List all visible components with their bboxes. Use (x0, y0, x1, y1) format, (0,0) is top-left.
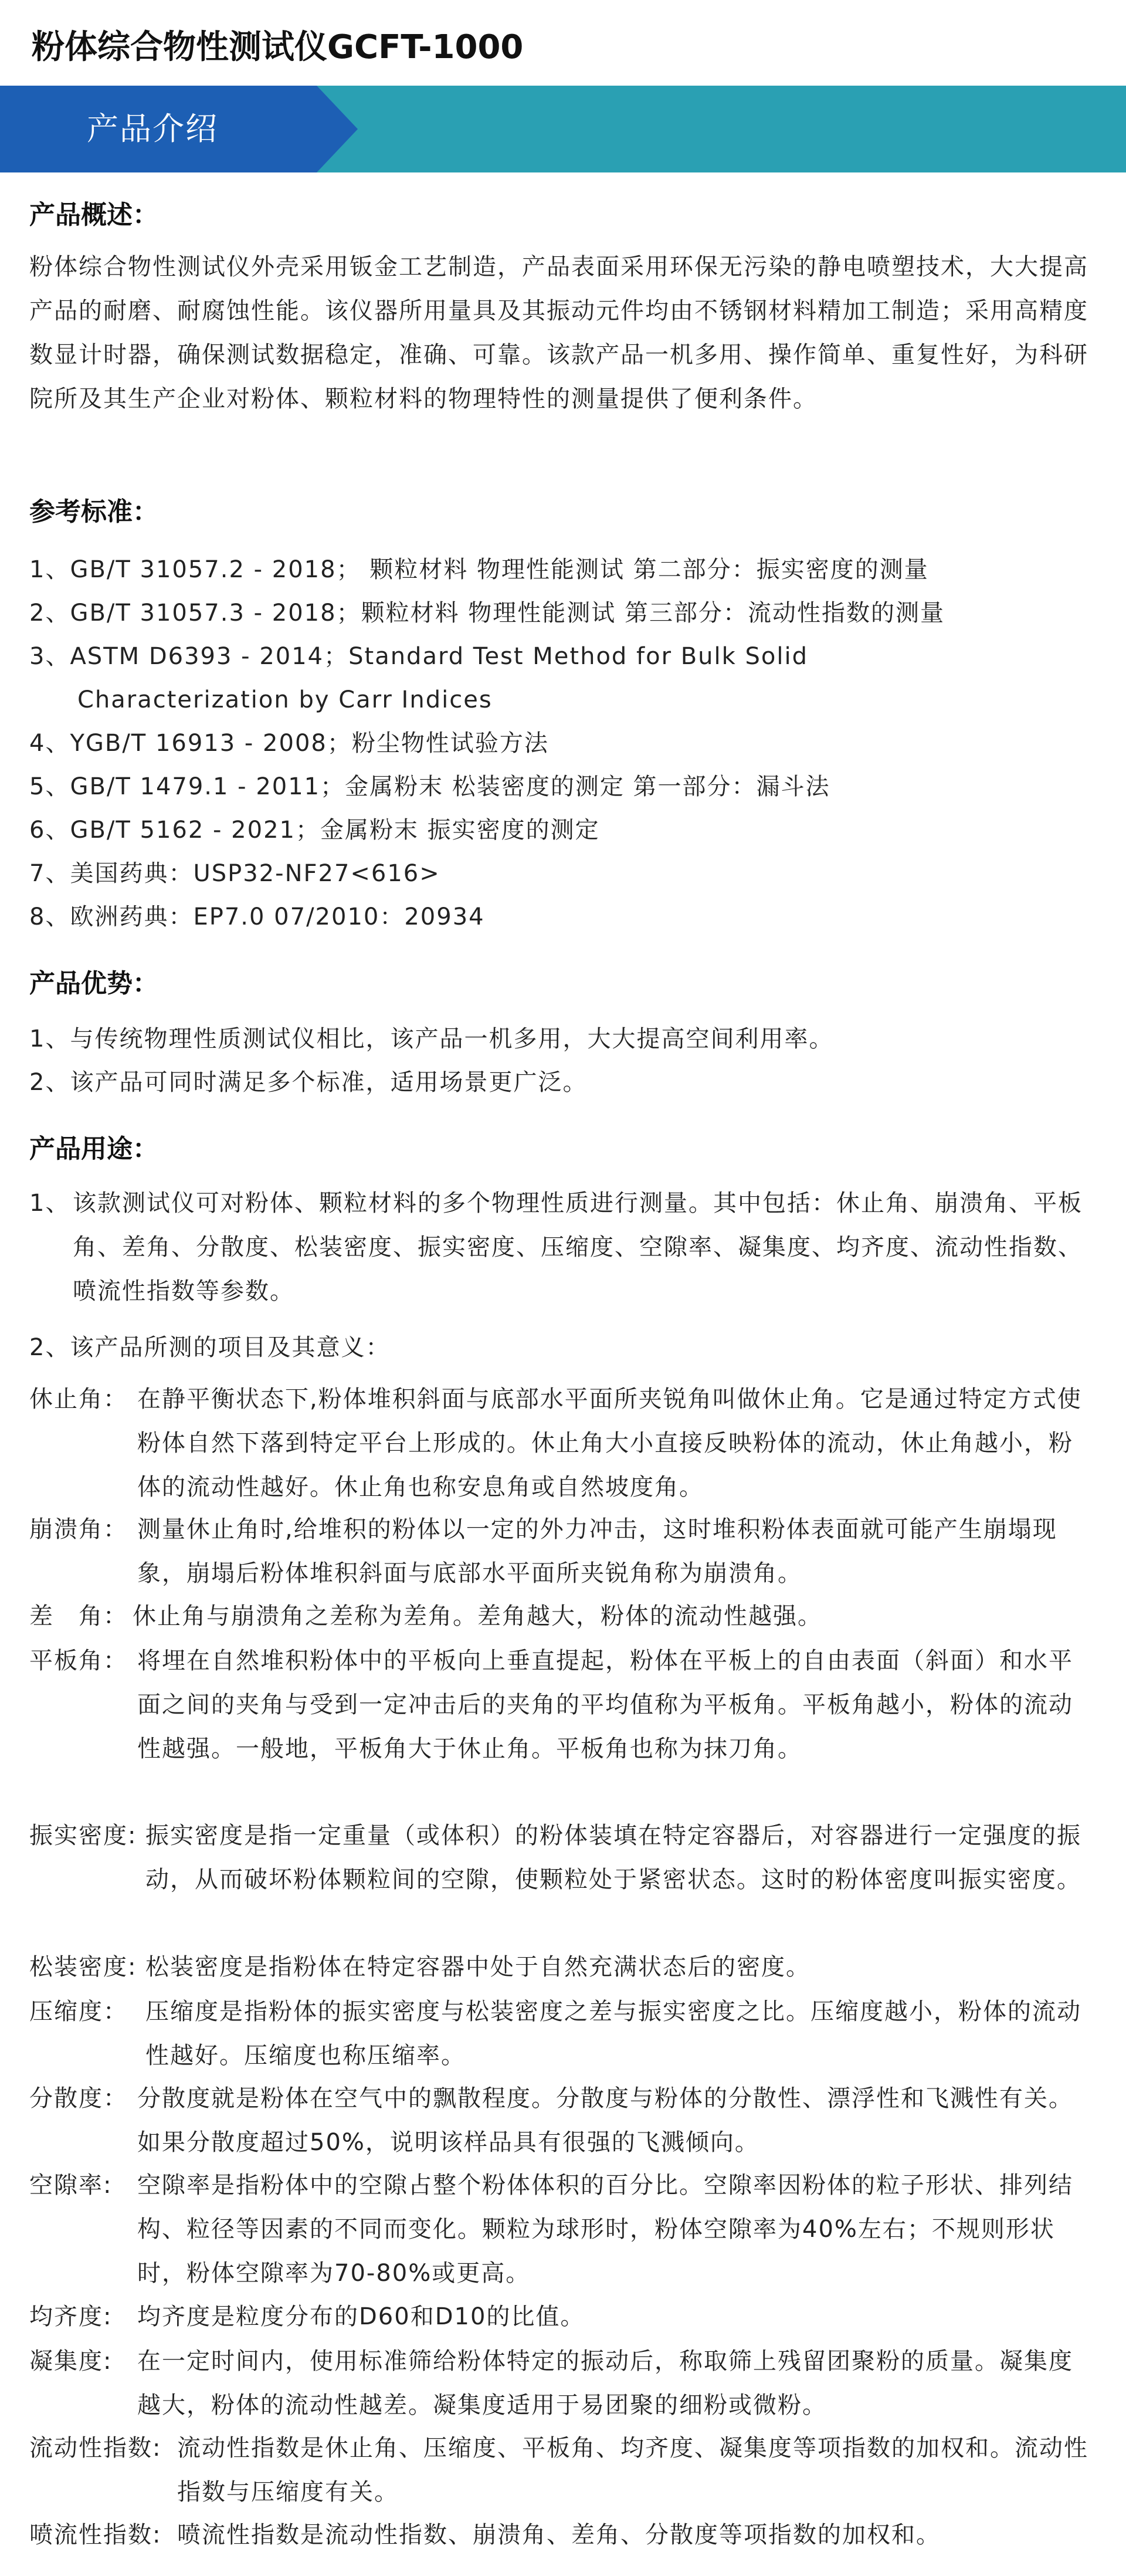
term-label-compressibility: 压缩度： (29, 1998, 128, 2025)
standards-heading: 参考标准： (29, 497, 158, 527)
standard-item: 3、ASTM D6393 - 2014；Standard Test Method for Bulk Solid (29, 643, 809, 670)
usage-item-2: 2、该产品所测的项目及其意义： (29, 1334, 391, 1361)
standard-item: 6、GB/T 5162 - 2021；金属粉末 振实密度的测定 (29, 817, 600, 844)
term-label-floodability-index: 喷流性指数: (29, 2521, 162, 2548)
term-desc-spatula-angle: 将埋在自然堆积粉体中的平板向上垂直提起，粉体在平板上的自由表面（斜面）和水平面之间的夹角与受到一定冲击后的夹角的平均值称为平板角。平板角越小，粉体的流动性越强。一般地，平板角大于休止角。平板角也称为抹刀角。 (137, 1647, 1073, 1762)
term-label-difference-angle: 差 角： (29, 1603, 128, 1630)
term-label-cohesion: 凝集度: (29, 2348, 113, 2375)
section-banner (0, 86, 1126, 172)
page-title: 粉体综合物性测试仪GCFT-1000 (32, 28, 524, 66)
term-label-collapse-angle: 崩溃角： (29, 1516, 128, 1543)
term-label-flowability-index: 流动性指数: (29, 2435, 162, 2462)
term-desc-porosity: 空隙率是指粉体中的空隙占整个粉体体积的百分比。空隙率因粉体的粒子形状、排列结构、粒径等因素的不同而变化。颗粒为球形时，粉体空隙率为40%左右；不规则形状时，粉体空隙率为70-80%或更高。 (137, 2172, 1073, 2287)
usage-heading: 产品用途： (29, 1134, 158, 1164)
advantage-item: 1、与传统物理性质测试仪相比，该产品一机多用，大大提高空间利用率。 (29, 1025, 834, 1052)
banner-label: 产品介绍 (87, 110, 218, 147)
term-desc-bulk-density: 松装密度是指粉体在特定容器中处于自然充满状态后的密度。 (145, 1954, 810, 1981)
term-desc-flowability-index: 流动性指数是休止角、压缩度、平板角、均齐度、凝集度等项指数的加权和。流动性指数与压缩度有关。 (177, 2435, 1088, 2506)
advantage-item: 2、该产品可同时满足多个标准，适用场景更广泛。 (29, 1069, 588, 1096)
standard-item: 1、GB/T 31057.2 - 2018； 颗粒材料 物理性能测试 第二部分：振实密度的测量 (29, 556, 929, 583)
term-label-tapped-density: 振实密度: (29, 1822, 137, 1849)
standard-item: 5、GB/T 1479.1 - 2011；金属粉末 松装密度的测定 第一部分：漏斗法 (29, 773, 830, 800)
term-desc-dispersibility: 分散度就是粉体在空气中的飘散程度。分散度与粉体的分散性、漂浮性和飞溅性有关。如果分散度超过50%，说明该样品具有很强的飞溅倾向。 (137, 2085, 1073, 2156)
standard-item-continued: Characterization by Carr Indices (77, 686, 493, 713)
term-desc-collapse-angle: 测量休止角时,给堆积的粉体以一定的外力冲击，这时堆积粉体表面就可能产生崩塌现象，崩塌后粉体堆积斜面与底部水平面所夹锐角称为崩溃角。 (137, 1516, 1057, 1587)
term-desc-tapped-density: 振实密度是指一定重量（或体积）的粉体装填在特定容器后，对容器进行一定强度的振动，从而破坏粉体颗粒间的空隙，使颗粒处于紧密状态。这时的粉体密度叫振实密度。 (145, 1822, 1081, 1893)
usage-item-text: 该款测试仪可对粉体、颗粒材料的多个物理性质进行测量。其中包括：休止角、崩溃角、平板角、差角、分散度、松装密度、振实密度、压缩度、空隙率、凝集度、均齐度、流动性指数、喷流性指数等参数。 (73, 1190, 1083, 1305)
overview-text: 粉体综合物性测试仪外壳采用钣金工艺制造，产品表面采用环保无污染的静电喷塑技术，大大提高产品的耐磨、耐腐蚀性能。该仪器所用量具及其振动元件均由不锈钢材料精加工制造；采用高精度数显计时器，确保测试数据稳定，准确、可靠。该款产品一机多用、操作简单、重复性好，为科研院所及其生产企业对粉体、颗粒材料的物理特性的测量提供了便利条件。 (29, 253, 1088, 412)
term-label-repose-angle: 休止角： (29, 1386, 128, 1413)
term-label-dispersibility: 分散度： (29, 2085, 128, 2112)
standard-item: 4、YGB/T 16913 - 2008；粉尘物性试验方法 (29, 730, 549, 757)
term-desc-uniformity: 均齐度是粒度分布的D60和D10的比值。 (137, 2303, 585, 2330)
term-desc-repose-angle: 在静平衡状态下,粉体堆积斜面与底部水平面所夹锐角叫做休止角。它是通过特定方式使粉体自然下落到特定平台上形成的。休止角大小直接反映粉体的流动，休止角越小，粉体的流动性越好。休止角也称安息角或自然坡度角。 (137, 1386, 1082, 1501)
term-label-bulk-density: 松装密度: (29, 1954, 137, 1981)
term-label-uniformity: 均齐度: (29, 2303, 113, 2330)
term-label-porosity: 空隙率: (29, 2172, 113, 2199)
advantages-heading: 产品优势： (29, 969, 158, 998)
term-desc-cohesion: 在一定时间内，使用标准筛给粉体特定的振动后，称取筛上残留团聚粉的质量。凝集度越大，粉体的流动性越差。凝集度适用于易团聚的细粉或微粉。 (137, 2348, 1073, 2419)
standard-item: 2、GB/T 31057.3 - 2018；颗粒材料 物理性能测试 第三部分：流动性指数的测量 (29, 600, 945, 627)
term-desc-difference-angle: 休止角与崩溃角之差称为差角。差角越大，粉体的流动性越强。 (133, 1603, 822, 1630)
term-desc-compressibility: 压缩度是指粉体的振实密度与松装密度之差与振实密度之比。压缩度越小，粉体的流动性越好。压缩度也称压缩率。 (145, 1998, 1081, 2069)
usage-item-number: 1、 (29, 1190, 70, 1217)
term-label-spatula-angle: 平板角： (29, 1647, 128, 1674)
overview-heading: 产品概述： (29, 200, 158, 230)
standard-item: 8、欧洲药典：EP7.0 07/2010：20934 (29, 903, 485, 930)
standard-item: 7、美国药典：USP32-NF27<616> (29, 860, 440, 887)
term-desc-floodability-index: 喷流性指数是流动性指数、崩溃角、差角、分散度等项指数的加权和。 (177, 2521, 941, 2548)
